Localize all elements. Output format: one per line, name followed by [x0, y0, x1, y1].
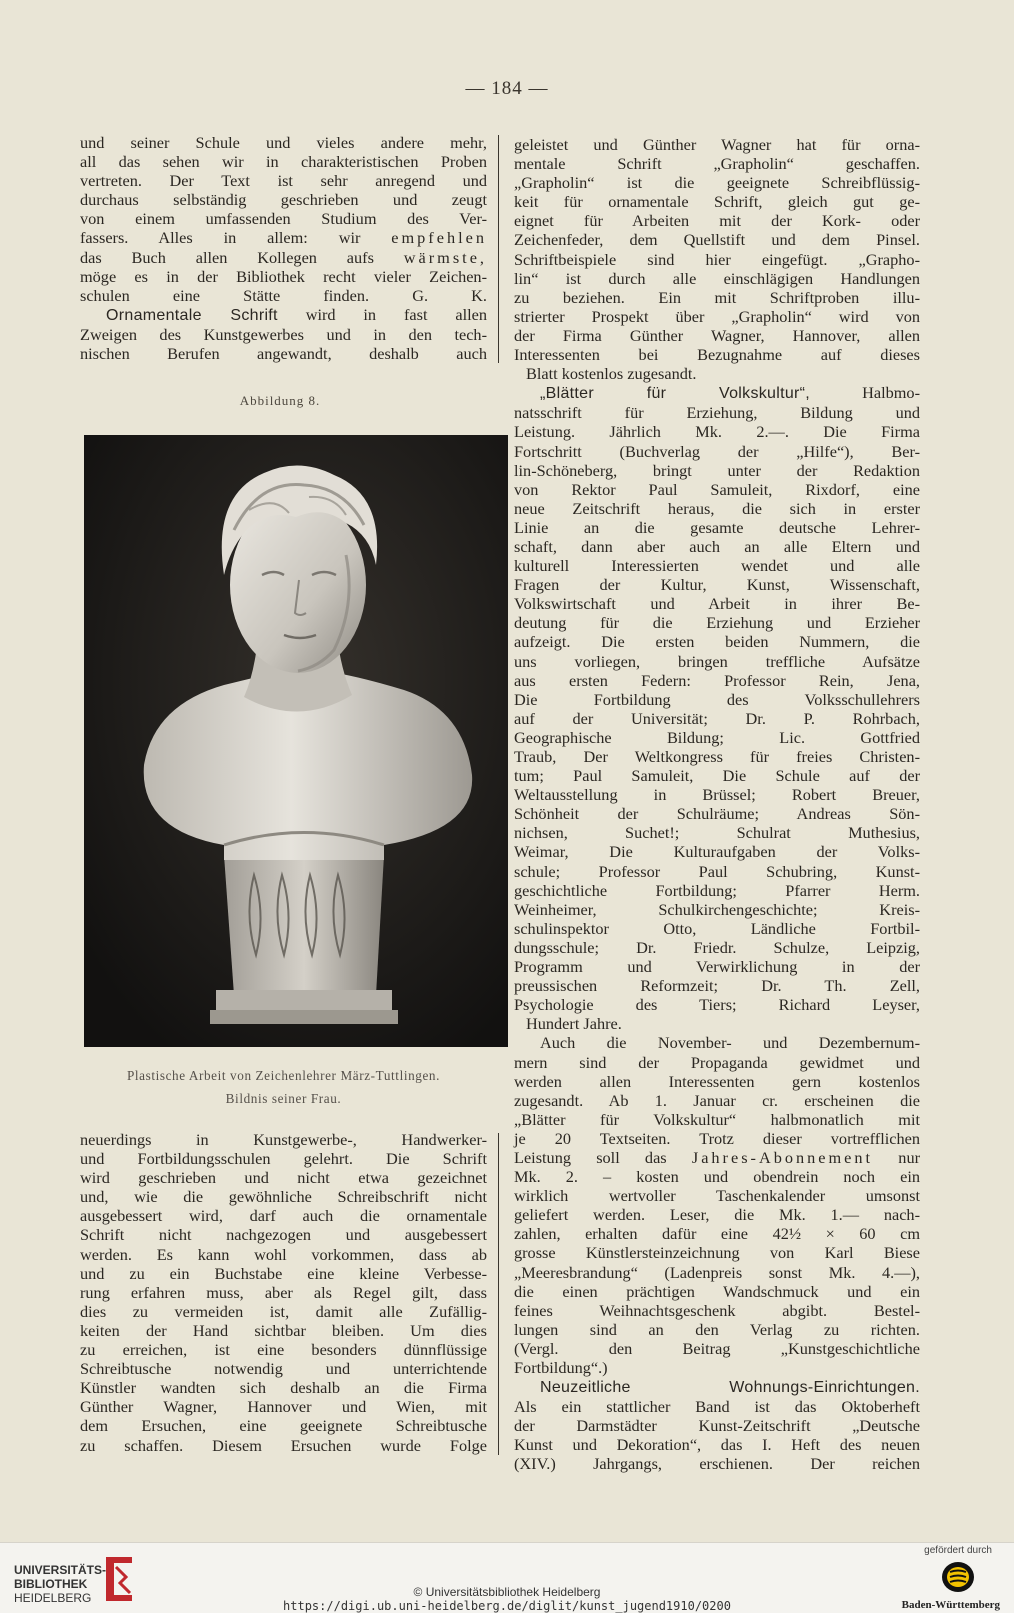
text-line: kulturell Interessierten wendet und alle [514, 556, 920, 576]
text-line: Programm und Verwirklichung in der [514, 957, 920, 977]
bust-photograph [84, 435, 508, 1047]
text-line: von Rektor Paul Samuleit, Rixdorf, eine [514, 479, 920, 499]
text-line: Volkswirtschaft und Arbeit in ihrer Be- [514, 594, 920, 614]
text-line: „Meeresbrandung“ (Ladenpreis sonst Mk. 4.—), [514, 1262, 920, 1282]
text-line: Künstler wandten sich deshalb an die Firma [80, 1378, 487, 1398]
text-line: Als ein stattlicher Band ist das Oktoberheft [514, 1397, 920, 1417]
text-line: Mk. 2. – kosten und obendrein noch ein [514, 1167, 920, 1187]
text-line: deutung für die Erziehung und Erzieher [514, 613, 920, 633]
text-line: Kunst und Dekoration“, das I. Heft des neuen [514, 1435, 920, 1455]
text-line: der Darmstädter Kunst-Zeitschrift „Deutsche [514, 1416, 920, 1436]
text-line: Schrift nicht nachgezogen und ausgebessert [80, 1225, 487, 1245]
text-line: preussischen Reformzeit; Dr. Th. Zell, [514, 976, 920, 996]
text-line: keit für ornamentale Schrift, gleich gut ge- [514, 192, 920, 212]
author-initials: G. K. [412, 285, 487, 305]
text-line: zu erreichen, ist eine besonders dünnflüssige [80, 1340, 487, 1360]
text-line: Schönheit der Schulräume; Andreas Sön- [514, 804, 920, 824]
text-line: rung erfahren muss, aber als Regel gilt, dass [80, 1282, 487, 1302]
text-line: und, wie die gewöhnliche Schreibschrift nicht [80, 1187, 487, 1207]
section-heading: Neuzeitliche Wohnungs-Einrichtungen. [540, 1379, 920, 1397]
text-line: „Grapholin“ ist die geeignete Schreibflüssig- [514, 173, 920, 193]
text-line: all das sehen wir in charakteristischen Proben [80, 152, 487, 172]
text-line: Fortbildung“.) [514, 1358, 608, 1377]
text-line: (Vergl. den Beitrag „Kunstgeschichtliche [514, 1338, 920, 1358]
text-line: nischen Berufen angewandt, deshalb auch [80, 344, 487, 364]
text-line: werden allen Interessenten gern kostenlos [514, 1071, 920, 1091]
text-line: neuerdings in Kunstgewerbe-, Handwerker- [80, 1130, 487, 1149]
text-line: durchaus selbständig geschrieben und zeugt [80, 190, 487, 210]
text-line: Zweigen des Kunstgewerbes und in den tech- [80, 324, 487, 344]
text-line: Fragen der Kultur, Kunst, Wissenschaft, [514, 575, 920, 595]
text-line: Weinheimer, Schulkirchengeschichte; Kreis- [514, 899, 920, 919]
section-heading: „Blätter für Volkskultur“, [540, 385, 811, 403]
text-line: lungen sind an den Verlag zu richten. [514, 1319, 920, 1339]
state-coat-of-arms-icon [940, 1559, 976, 1595]
text-line: Blatt kostenlos zugesandt. [526, 364, 697, 384]
text-line: lin“ ist durch alle einschlägigen Handlungen [514, 268, 920, 288]
copyright-text: © Universitätsbibliothek Heidelberg [413, 1585, 601, 1599]
text-line: schulen eine Stätte finden. G. K. [80, 285, 487, 305]
text-line: Günther Wagner, Hannover und Wien, mit [80, 1397, 487, 1417]
figure-caption-line1: Plastische Arbeit von Zeichenlehrer März-Tuttlingen. [126, 1068, 441, 1083]
text-line: grosse Künstlersteinzeichnung von Karl Biese [514, 1243, 920, 1263]
text-line: Leistung soll das Jahres-Abonnement nur [514, 1147, 920, 1167]
text-line: natsschrift für Erziehung, Bildung und [514, 403, 920, 423]
column-rule-bottom [498, 1133, 499, 1455]
text-line: schule; Professor Paul Schubring, Kunst- [514, 861, 920, 881]
text-line: fassers. Alles in allem: wir empfehlen [80, 228, 487, 248]
text-line: Leistung. Jährlich Mk. 2.—. Die Firma [514, 422, 920, 442]
text-line: vertreten. Der Text ist sehr anregend und [80, 171, 487, 191]
text-line: dungsschule; Dr. Friedr. Schulze, Leipzig, [514, 937, 920, 957]
text-line: Psychologie des Tiers; Richard Leyser, [514, 995, 920, 1015]
text-line: je 20 Textseiten. Trotz dieser vortrefflichen [514, 1128, 920, 1148]
text-line: die einen prächtigen Wandschmuck und ein [514, 1281, 920, 1301]
text-line: aufzeigt. Die ersten beiden Nummern, die [514, 632, 920, 652]
text-line: zugesandt. Ab 1. Januar cr. erscheinen die [514, 1090, 920, 1110]
text-line: (XIV.) Jahrgangs, erschienen. Der reichen [514, 1454, 920, 1474]
text-line: das Buch allen Kollegen aufs wärmste, [80, 247, 488, 267]
text-line: „Blätter für Volkskultur“ halbmonatlich mit [514, 1109, 920, 1129]
text-line: werden. Es kann wohl vorkommen, dass ab [80, 1244, 487, 1264]
text-line: strierter Prospekt über „Grapholin“ wird von [514, 306, 920, 326]
left-column-bottom [80, 1130, 487, 1455]
text-line: und Fortbildungsschulen gelehrt. Die Schrift [80, 1149, 487, 1169]
text-line: Weltausstellung in Brüssel; Robert Breuer, [514, 785, 920, 805]
column-rule-top [498, 135, 499, 363]
text-line: feines Weihnachtsgeschenk abgibt. Bestel- [514, 1300, 920, 1320]
digitization-footer [0, 1542, 1014, 1613]
text-line [514, 1377, 920, 1397]
right-column [514, 135, 920, 1474]
text-line: Hundert Jahre. [526, 1014, 622, 1034]
state-name: Baden-Württemberg [901, 1599, 1000, 1611]
text-line: Schriftbeispiele sind hier eingefügt. „Grapho- [514, 249, 920, 269]
text-line: lin-Schöneberg, bringt unter der Redaktion [514, 460, 920, 480]
text-line: mern sind der Propaganda gewidmet und [514, 1052, 920, 1072]
text-line: schaft, dann aber auch an alle Eltern und [514, 536, 920, 556]
text-line: Die Fortbildung des Volksschullehrers [514, 689, 920, 709]
text-line: nichsen, Suchet!; Schulrat Muthesius, [514, 823, 920, 843]
text-line: von einem umfassenden Studium des Ver- [80, 209, 487, 229]
text-line: neue Zeitschrift heraus, die sich in erster [514, 498, 920, 518]
text-line: und zu ein Buchstabe eine kleine Verbesse- [80, 1263, 487, 1283]
bust-illustration [84, 435, 508, 1047]
text-line: wirklich wertvoller Taschenkalender umsonst [514, 1186, 920, 1206]
text-line: Weimar, Die Kulturaufgaben der Volks- [514, 842, 920, 862]
text-line: geschichtliche Fortbildung; Pfarrer Herm. [514, 880, 920, 900]
text-line: Geographische Bildung; Lic. Gottfried [514, 727, 920, 747]
text-line: zahlen, erhalten dafür eine 42½ × 60 cm [514, 1224, 920, 1244]
text-line: dem Ersuchen, eine geeignete Schreibtusche [80, 1416, 487, 1436]
text-line: Fortschritt (Buchverlag der „Hilfe“), Ber- [514, 441, 920, 461]
text-line: mentale Schrift „Grapholin“ geschaffen. [514, 154, 920, 174]
text-line: schulinspektor Otto, Ländliche Fortbil- [514, 918, 920, 938]
figure-caption-line2: Bildnis seiner Frau. [225, 1091, 342, 1106]
figure-label: Abbildung 8. [239, 393, 321, 408]
left-column-top [80, 133, 487, 363]
text-line: keiten der Hand sichtbar bleiben. Um dies [80, 1320, 487, 1340]
library-name: UNIVERSITÄTS- BIBLIOTHEK HEIDELBERG [14, 1563, 107, 1605]
text-line: eignet für Arbeiten mit der Kork- oder [514, 211, 920, 231]
text-line: Interessenten bei Bezugnahme auf dieses [514, 345, 920, 365]
text-line: Linie an die gesamte deutsche Lehrer- [514, 517, 920, 537]
text-line: Schreibtusche notwendig und unterrichtende [80, 1359, 487, 1379]
text-line: möge es in der Bibliothek recht vieler Zeichen- [80, 266, 487, 286]
section-heading: Ornamentale Schrift [106, 306, 278, 324]
text-line: uns vorliegen, bringen treffliche Aufsätze [514, 651, 920, 671]
text-line: Ornamentale Schrift wird in fast allen [106, 304, 487, 324]
text-line: Auch die November- und Dezembernum- [540, 1033, 920, 1053]
text-line: „Blätter für Volkskultur“, Halbmo- [540, 383, 920, 403]
text-line: tum; Paul Samuleit, Die Schule auf der [514, 766, 920, 786]
text-line: ausgebessert wird, darf auch die ornamentale [80, 1206, 487, 1226]
text-line: wird geschrieben und nicht etwa gezeichnet [80, 1168, 487, 1188]
text-line: geliefert werden. Leser, die Mk. 1.— nach- [514, 1205, 920, 1225]
text-line: Zeichenfeder, dem Quellstift und dem Pinsel. [514, 230, 920, 250]
source-url[interactable]: https://digi.ub.uni-heidelberg.de/diglit/kunst_jugend1910/0200 [283, 1599, 731, 1613]
text-line: der Firma Günther Wagner, Hannover, allen [514, 325, 920, 345]
text-line: aus ersten Federn: Professor Rein, Jena, [514, 670, 920, 690]
text-line: dies zu vermeiden ist, damit alle Zufällig- [80, 1301, 487, 1321]
text-line: und seiner Schule und vieles andere mehr, [80, 133, 487, 152]
text-line: geleistet und Günther Wagner hat für orna- [514, 135, 920, 154]
text-line: zu schaffen. Diesem Ersuchen wurde Folge [80, 1435, 487, 1455]
text-line: Traub, Der Weltkongress für freies Christen- [514, 747, 920, 766]
page-number: — 184 — [465, 78, 549, 99]
text-line: auf der Universität; Dr. P. Rohrbach, [514, 708, 920, 728]
text-line: zu beziehen. Ein mit Schriftproben illu- [514, 287, 920, 307]
funded-by-label: gefördert durch [924, 1545, 992, 1556]
